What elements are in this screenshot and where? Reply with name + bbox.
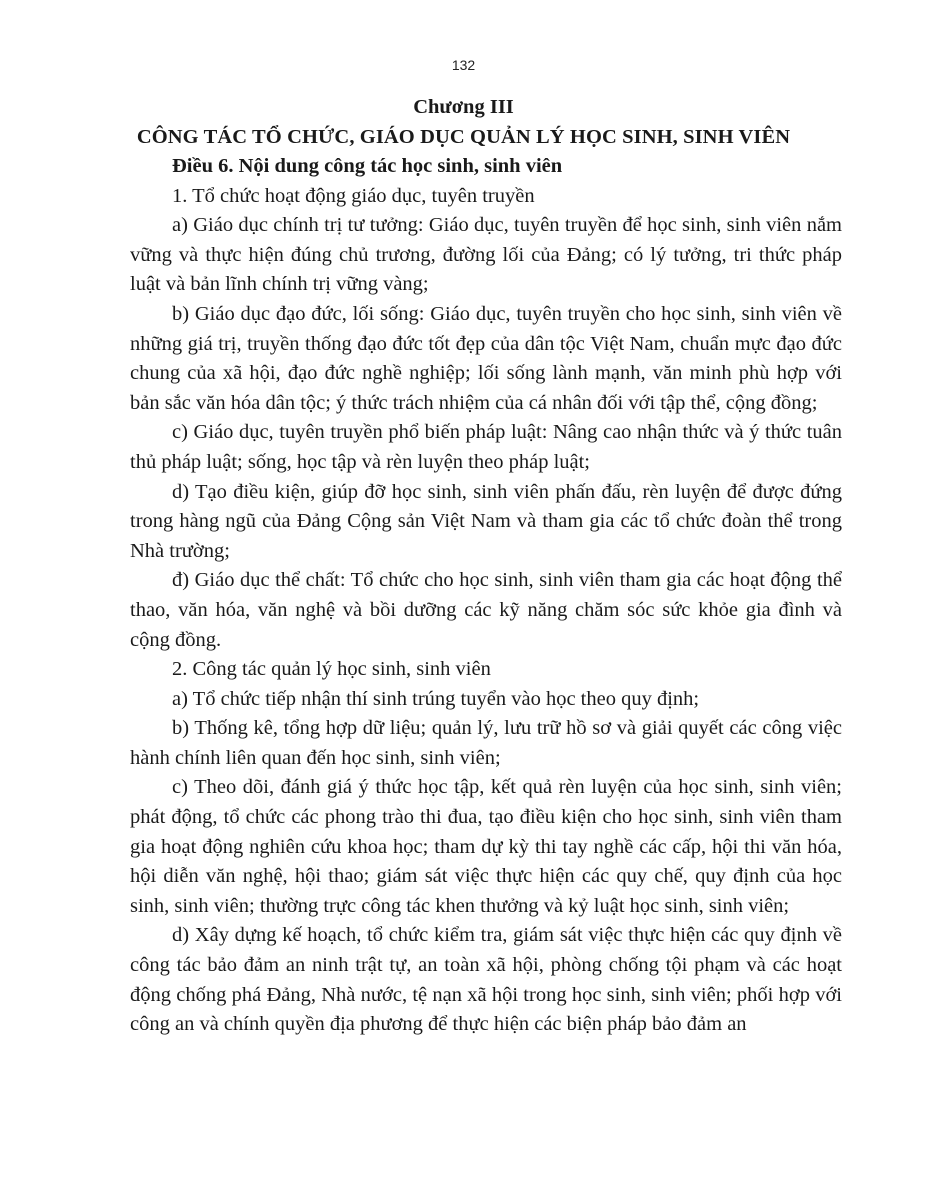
paragraph: c) Theo dõi, đánh giá ý thức học tập, kết quả rèn luyện của học sinh, sinh viên; phát động, tổ chức các phong trào thi đua, tạo điều kiện cho học sinh, sinh viên tham gia hoạt động nghiên cứu khoa học; tham dự kỳ thi tay nghề các cấp, hội thi văn hóa, hội diễn văn nghệ, hội thao; giám sát việc thực hiện các quy chế, quy định của học sinh, sinh viên; thường trực công tác khen thưởng và kỷ luật học sinh, sinh viên; [130, 776, 842, 917]
paragraph: b) Giáo dục đạo đức, lối sống: Giáo dục, tuyên truyền cho học sinh, sinh viên về những giá trị, truyền thống đạo đức tốt đẹp của dân tộc Việt Nam, chuẩn mực đạo đức chung của xã hội, đạo đức nghề nghiệp; lối sống lành mạnh, văn minh phù hợp với bản sắc văn hóa dân tộc; ý thức trách nhiệm của cá nhân đối với tập thể, cộng đồng; [130, 302, 842, 414]
section-heading: 2. Công tác quản lý học sinh, sinh viên [172, 658, 491, 681]
paragraph: d) Tạo điều kiện, giúp đỡ học sinh, sinh viên phấn đấu, rèn luyện để được đứng trong hàng ngũ của Đảng Cộng sản Việt Nam và tham gia các tổ chức đoàn thể trong Nhà trường; [130, 480, 842, 562]
paragraph: b) Thống kê, tổng hợp dữ liệu; quản lý, lưu trữ hồ sơ và giải quyết các công việc hành chính liên quan đến học sinh, sinh viên; [130, 717, 842, 769]
paragraph: a) Tổ chức tiếp nhận thí sinh trúng tuyển vào học theo quy định; [172, 687, 700, 710]
chapter-title: CÔNG TÁC TỔ CHỨC, GIÁO DỤC QUẢN LÝ HỌC SINH, SINH VIÊN [136, 126, 791, 148]
paragraph: c) Giáo dục, tuyên truyền phổ biến pháp luật: Nâng cao nhận thức và ý thức tuân thủ pháp luật; sống, học tập và rèn luyện theo pháp luật; [130, 421, 842, 473]
article-heading: Điều 6. Nội dung công tác học sinh, sinh viên [172, 155, 563, 177]
chapter-heading: Chương III [413, 96, 514, 118]
page-number: 132 [451, 57, 476, 73]
paragraph: a) Giáo dục chính trị tư tưởng: Giáo dục, tuyên truyền để học sinh, sinh viên nắm vững và thực hiện đúng chủ trương, đường lối của Đảng; có lý tưởng, tri thức pháp luật và bản lĩnh chính trị vững vàng; [130, 214, 842, 296]
paragraph: d) Xây dựng kế hoạch, tổ chức kiểm tra, giám sát việc thực hiện các quy định về công tác bảo đảm an ninh trật tự, an toàn xã hội, phòng chống tội phạm và các hoạt động chống phá Đảng, Nhà nước, tệ nạn xã hội trong học sinh, sinh viên; phối hợp với công an và chính quyền địa phương để thực hiện các biện pháp bảo đảm an [130, 924, 842, 1036]
body-text [130, 152, 842, 1040]
section-heading: 1. Tổ chức hoạt động giáo dục, tuyên truyền [172, 184, 535, 207]
paragraph: đ) Giáo dục thể chất: Tổ chức cho học sinh, sinh viên tham gia các hoạt động thể thao, văn hóa, văn nghệ và bồi dưỡng các kỹ năng chăm sóc sức khỏe gia đình và cộng đồng. [130, 569, 842, 651]
